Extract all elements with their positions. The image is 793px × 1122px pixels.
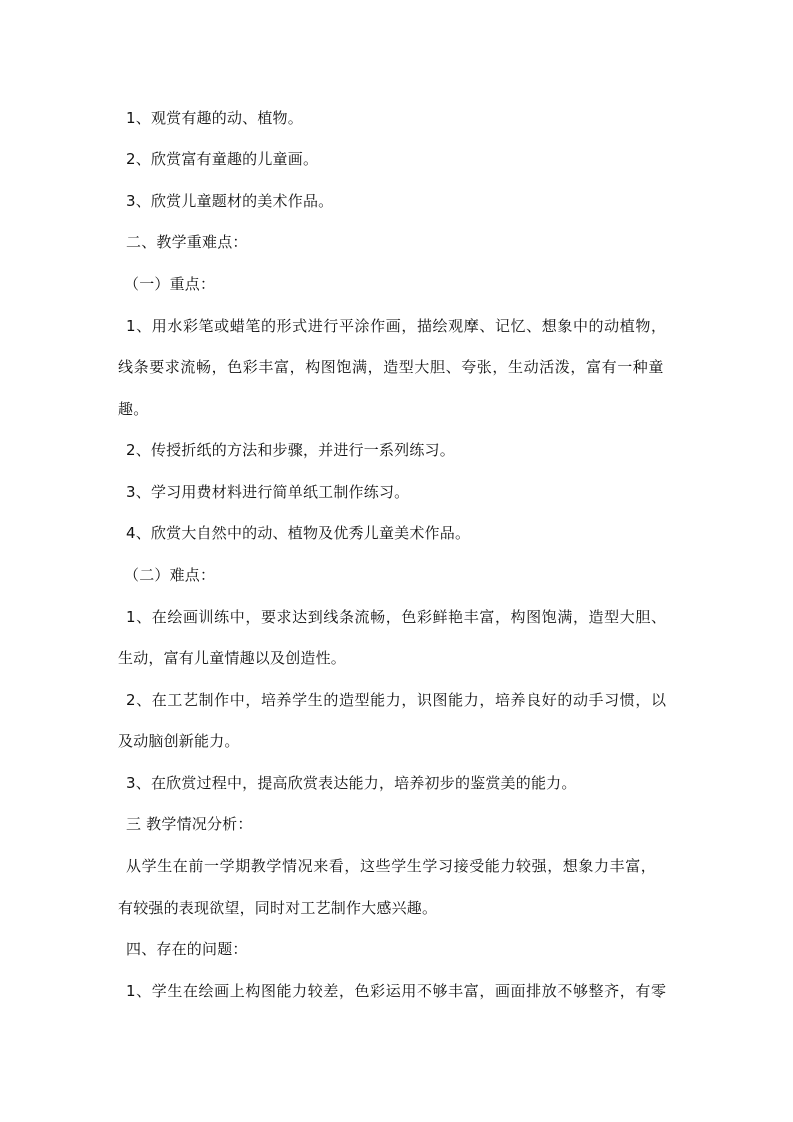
subsection-heading: （一）重点： [124, 275, 216, 293]
text-line: 3、学习用费材料进行简单纸工制作练习。 [126, 483, 410, 501]
text-line: 趣。 [118, 400, 149, 418]
section-heading: 二、教学重难点： [126, 233, 248, 251]
section-heading: 三 教学情况分析： [126, 815, 253, 833]
text-line: 生动，富有儿童情趣以及创造性。 [118, 649, 347, 667]
text-line: 3、欣赏儿童题材的美术作品。 [126, 192, 334, 210]
text-line: 3、在欣赏过程中，提高欣赏表达能力，培养初步的鉴赏美的能力。 [126, 774, 577, 792]
text-line: 线条要求流畅，色彩丰富，构图饱满，造型大胆、夸张，生动活泼，富有一种童 [118, 358, 665, 376]
section-heading: 四、存在的问题： [126, 940, 248, 958]
text-line: 1、学生在绘画上构图能力较差，色彩运用不够丰富，画面排放不够整齐，有零 [126, 982, 667, 1000]
text-line: 1、用水彩笔或蜡笔的形式进行平涂作画，描绘观摩、记忆、想象中的动植物， [126, 317, 667, 335]
text-line: 2、在工艺制作中，培养学生的造型能力，识图能力，培养良好的动手习惯，以 [126, 691, 667, 709]
subsection-heading: （二）难点： [124, 566, 216, 584]
text-line: 2、欣赏富有童趣的儿童画。 [126, 150, 319, 168]
text-line: 4、欣赏大自然中的动、植物及优秀儿童美术作品。 [126, 524, 471, 542]
text-line: 1、在绘画训练中，要求达到线条流畅，色彩鲜艳丰富，构图饱满，造型大胆、 [126, 608, 667, 626]
text-line: 从学生在前一学期教学情况来看，这些学生学习接受能力较强，想象力丰富， [126, 857, 657, 875]
text-line: 2、传授折纸的方法和步骤，并进行一系列练习。 [126, 441, 455, 459]
text-line: 1、观赏有趣的动、植物。 [126, 109, 303, 127]
text-line: 及动脑创新能力。 [118, 732, 240, 750]
text-line: 有较强的表现欲望，同时对工艺制作大感兴趣。 [118, 899, 438, 917]
